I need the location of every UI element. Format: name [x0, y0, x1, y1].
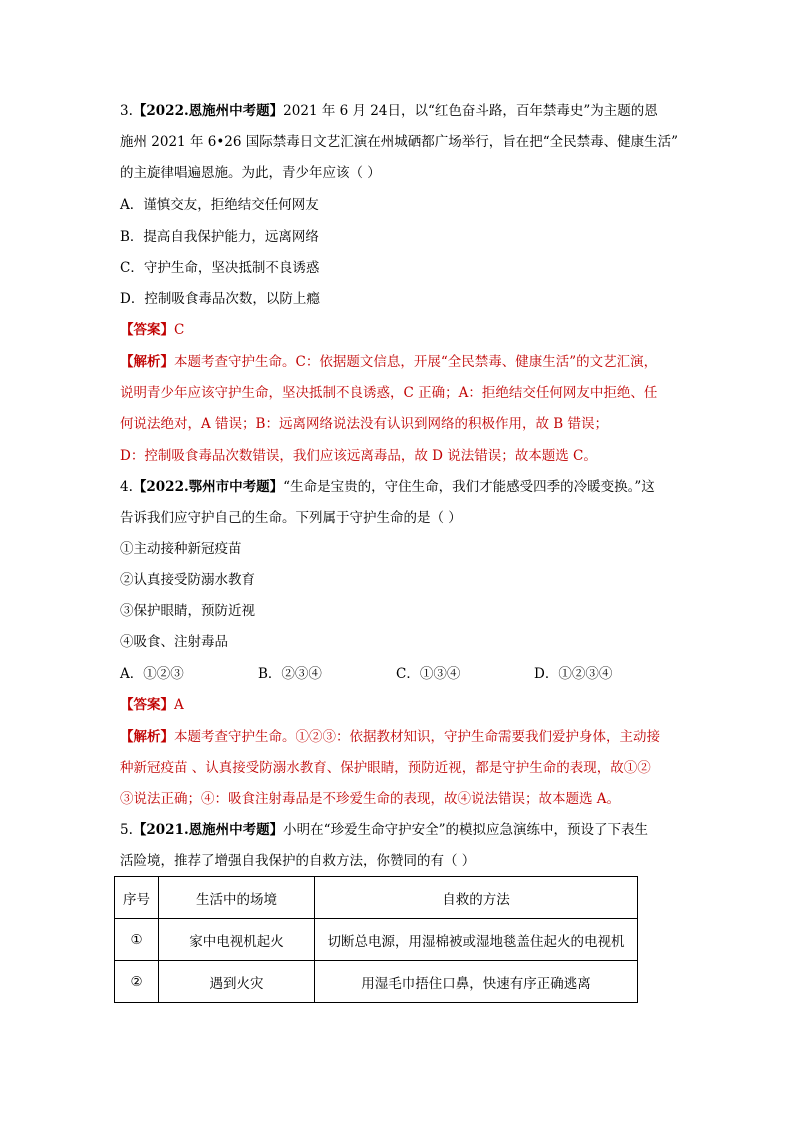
q3-analysis-text-1: 本题考查守护生命。C：依据题文信息，开展“全民禁毒、健康生活”的文艺汇演， — [174, 354, 658, 370]
q4-stem-line-1 — [120, 477, 680, 497]
q4-analysis-label: 【解析】 — [120, 729, 174, 745]
table-cell-scenario: 遇到火灾 — [159, 961, 315, 1003]
q4-option-d: D．①②③④ — [534, 666, 613, 682]
q4-option-b: B．②③④ — [258, 666, 322, 682]
q3-stem-line-3: 的主旋律唱遍恩施。为此，青少年应该（ ） — [120, 165, 381, 181]
table-cell-number: ① — [115, 919, 159, 961]
q5-number: 5. — [120, 822, 133, 838]
q4-analysis-line-2: 种新冠疫苗 、认真接受防溺水教育、保护眼睛，预防近视，都是守护生命的表现，故①② — [120, 760, 651, 776]
table-row — [115, 919, 638, 961]
q3-answer-value: C — [174, 322, 185, 338]
q4-item-3: ③保护眼睛，预防近视 — [120, 603, 255, 619]
q4-analysis-line-3: ③说法正确；④：吸食注射毒品是不珍爱生命的表现，故④说法错误；故本题选 A。 — [120, 791, 621, 807]
q4-options-row — [120, 664, 680, 684]
q5-scenario-table — [114, 876, 638, 1003]
q3-analysis-label: 【解析】 — [120, 354, 174, 370]
q3-option-d: D．控制吸食毒品次数，以防上瘾 — [120, 291, 320, 307]
q4-answer-value: A — [174, 697, 184, 713]
q4-number: 4. — [120, 479, 133, 495]
q5-stem-line-2: 活险境，推荐了增强自我保护的自救方法，你赞同的有（ ） — [120, 853, 476, 869]
q3-stem-line-1 — [120, 101, 680, 121]
q5-stem-text-1: 小明在“珍爱生命守护安全”的模拟应急演练中，预设了下表生 — [283, 822, 648, 838]
q3-answer — [120, 320, 680, 340]
q4-item-1: ①主动接种新冠疫苗 — [120, 541, 242, 557]
table-row — [115, 961, 638, 1003]
table-cell-method: 切断总电源，用湿棉被或湿地毯盖住起火的电视机 — [315, 919, 638, 961]
q3-number: 3. — [120, 103, 133, 119]
q4-option-a: A．①②③ — [120, 666, 184, 682]
q5-source-tag: 【2021.恩施州中考题】 — [132, 822, 284, 838]
table-cell-scenario: 家中电视机起火 — [159, 919, 315, 961]
q4-source-tag: 【2022.鄂州市中考题】 — [132, 479, 284, 495]
q4-stem-line-2: 告诉我们应守护自己的生命。下列属于守护生命的是（ ） — [120, 510, 462, 526]
q3-option-b: B．提高自我保护能力，远离网络 — [120, 229, 319, 245]
q3-answer-label: 【答案】 — [120, 322, 174, 338]
table-header-method: 自救的方法 — [315, 877, 638, 919]
q3-analysis-line-3: 何说法绝对，A 错误；B：远离网络说法没有认识到网络的积极作用，故 B 错误； — [120, 416, 608, 432]
q3-analysis-line-1 — [120, 352, 680, 372]
q4-option-c: C．①③④ — [396, 666, 461, 682]
table-header-number: 序号 — [115, 877, 159, 919]
q4-stem-text-1: “生命是宝贵的，守住生命，我们才能感受四季的冷暖变换。”这 — [283, 479, 655, 495]
q3-stem-text-1: 2021 年 6 月 24日，以“红色奋斗路，百年禁毒史”为主题的恩 — [283, 103, 658, 119]
table-cell-number: ② — [115, 961, 159, 1003]
q4-analysis-text-1: 本题考查守护生命。①②③：依据教材知识，守护生命需要我们爱护身体，主动接 — [174, 729, 660, 745]
q3-option-a: A．谨慎交友，拒绝结交任何网友 — [120, 197, 319, 213]
q4-answer — [120, 695, 680, 715]
q3-stem-line-2: 施州 2021 年 6•26 国际禁毒日文艺汇演在州城硒都广场举行，旨在把“全民禁毒、健康生活” — [120, 134, 679, 150]
table-header-scenario: 生活中的场境 — [159, 877, 315, 919]
q3-option-c: C．守护生命，坚决抵制不良诱惑 — [120, 260, 320, 276]
q4-answer-label: 【答案】 — [120, 697, 174, 713]
q4-analysis-line-1 — [120, 727, 680, 747]
q3-analysis-line-4: D：控制吸食毒品次数错误，我们应该远离毒品，故 D 说法错误；故本题选 C。 — [120, 448, 597, 464]
q4-item-2: ②认真接受防溺水教育 — [120, 572, 255, 588]
q4-item-4: ④吸食、注射毒品 — [120, 634, 228, 650]
table-cell-method: 用湿毛巾捂住口鼻，快速有序正确逃离 — [315, 961, 638, 1003]
q5-stem-line-1 — [120, 820, 680, 840]
q3-source-tag: 【2022.恩施州中考题】 — [132, 103, 284, 119]
table-header-row — [115, 877, 638, 919]
q3-analysis-line-2: 说明青少年应该守护生命，坚决抵制不良诱惑，C 正确；A：拒绝结交任何网友中拒绝、任 — [120, 385, 658, 401]
